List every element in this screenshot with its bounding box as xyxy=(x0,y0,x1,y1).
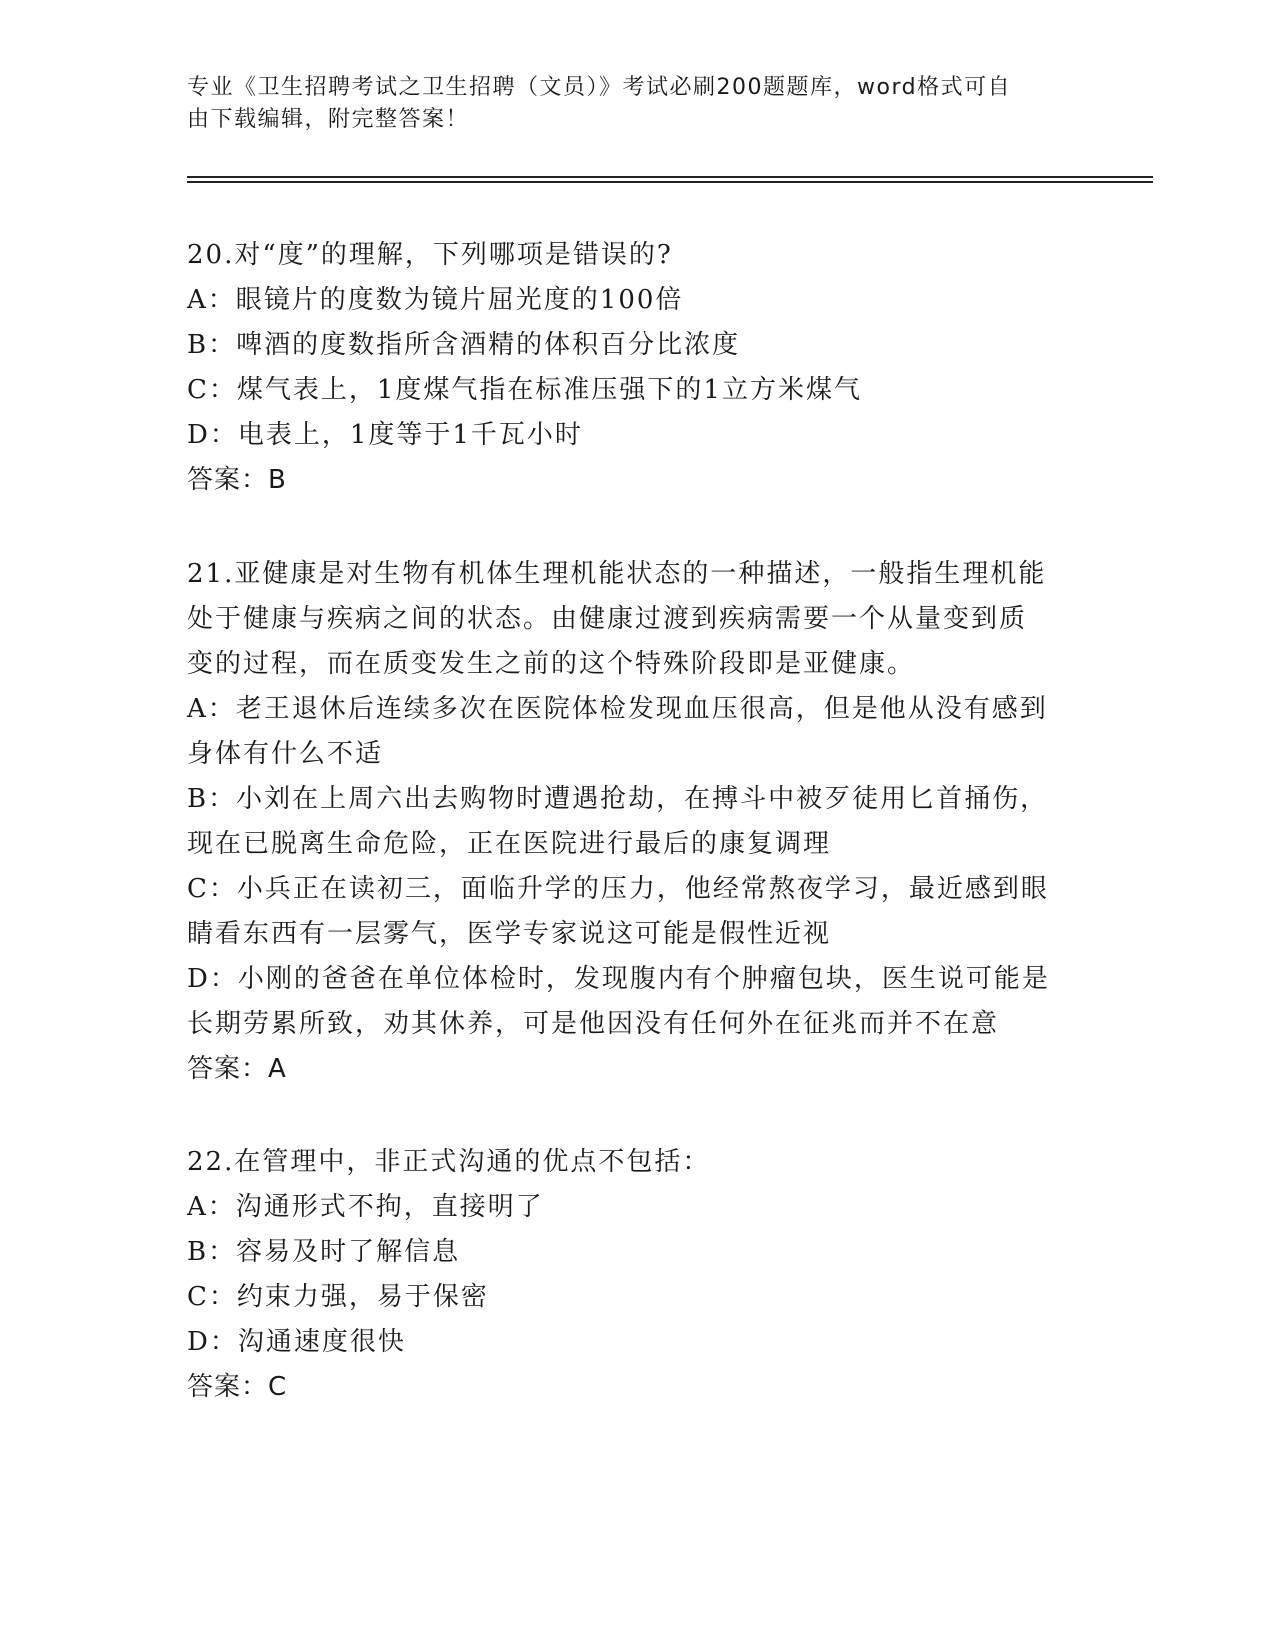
question-stem: 变的过程，而在质变发生之前的这个特殊阶段即是亚健康。 xyxy=(187,649,916,679)
header-line: 由下载编辑，附完整答案！ xyxy=(187,107,470,132)
option-b-continued: 现在已脱离生命危险，正在医院进行最后的康复调理 xyxy=(187,829,832,859)
option-c-continued: 睛看东西有一层雾气，医学专家说这可能是假性近视 xyxy=(187,919,832,949)
answer-label: 答案：B xyxy=(187,465,287,495)
answer-label: 答案：C xyxy=(187,1372,288,1402)
header-divider xyxy=(187,176,1153,178)
question-stem: 处于健康与疾病之间的状态。由健康过渡到疾病需要一个从量变到质 xyxy=(187,604,1028,634)
option-a: A：眼镜片的度数为镜片屈光度的100倍 xyxy=(187,285,684,315)
question-block xyxy=(187,233,1087,503)
option-c: C：小兵正在读初三，面临升学的压力，他经常熬夜学习，最近感到眼 xyxy=(187,874,1049,904)
header-line: 专业《卫生招聘考试之卫生招聘（文员）》考试必刷200题题库，word格式可自 xyxy=(187,75,1012,100)
document-header xyxy=(187,72,1067,136)
option-b: B：啤酒的度数指所含酒精的体积百分比浓度 xyxy=(187,330,741,360)
question-block xyxy=(187,1140,1087,1410)
option-a-continued: 身体有什么不适 xyxy=(187,739,384,769)
option-a: A：沟通形式不拘，直接明了 xyxy=(187,1192,544,1222)
option-d: D：沟通速度很快 xyxy=(187,1327,406,1357)
option-b: B：容易及时了解信息 xyxy=(187,1237,461,1267)
option-d-continued: 长期劳累所致，劝其休养，可是他因没有任何外在征兆而并不在意 xyxy=(187,1009,1000,1039)
question-stem: 21.亚健康是对生物有机体生理机能状态的一种描述，一般指生理机能 xyxy=(187,559,1047,589)
option-a: A：老王退休后连续多次在医院体检发现血压很高，但是他从没有感到 xyxy=(187,694,1048,724)
option-c: C：煤气表上，1度煤气指在标准压强下的1立方米煤气 xyxy=(187,375,862,405)
header-divider xyxy=(187,181,1153,183)
answer-label: 答案：A xyxy=(187,1054,287,1084)
question-stem: 20.对“度”的理解，下列哪项是错误的? xyxy=(187,240,673,270)
option-b: B：小刘在上周六出去购物时遭遇抢劫，在搏斗中被歹徒用匕首捅伤， xyxy=(187,784,1049,814)
option-d: D：电表上，1度等于1千瓦小时 xyxy=(187,420,583,450)
question-stem: 22.在管理中，非正式沟通的优点不包括： xyxy=(187,1147,711,1177)
option-d: D：小刚的爸爸在单位体检时，发现腹内有个肿瘤包块，医生说可能是 xyxy=(187,964,1050,994)
option-c: C：约束力强，易于保密 xyxy=(187,1282,489,1312)
question-block xyxy=(187,552,1087,1092)
